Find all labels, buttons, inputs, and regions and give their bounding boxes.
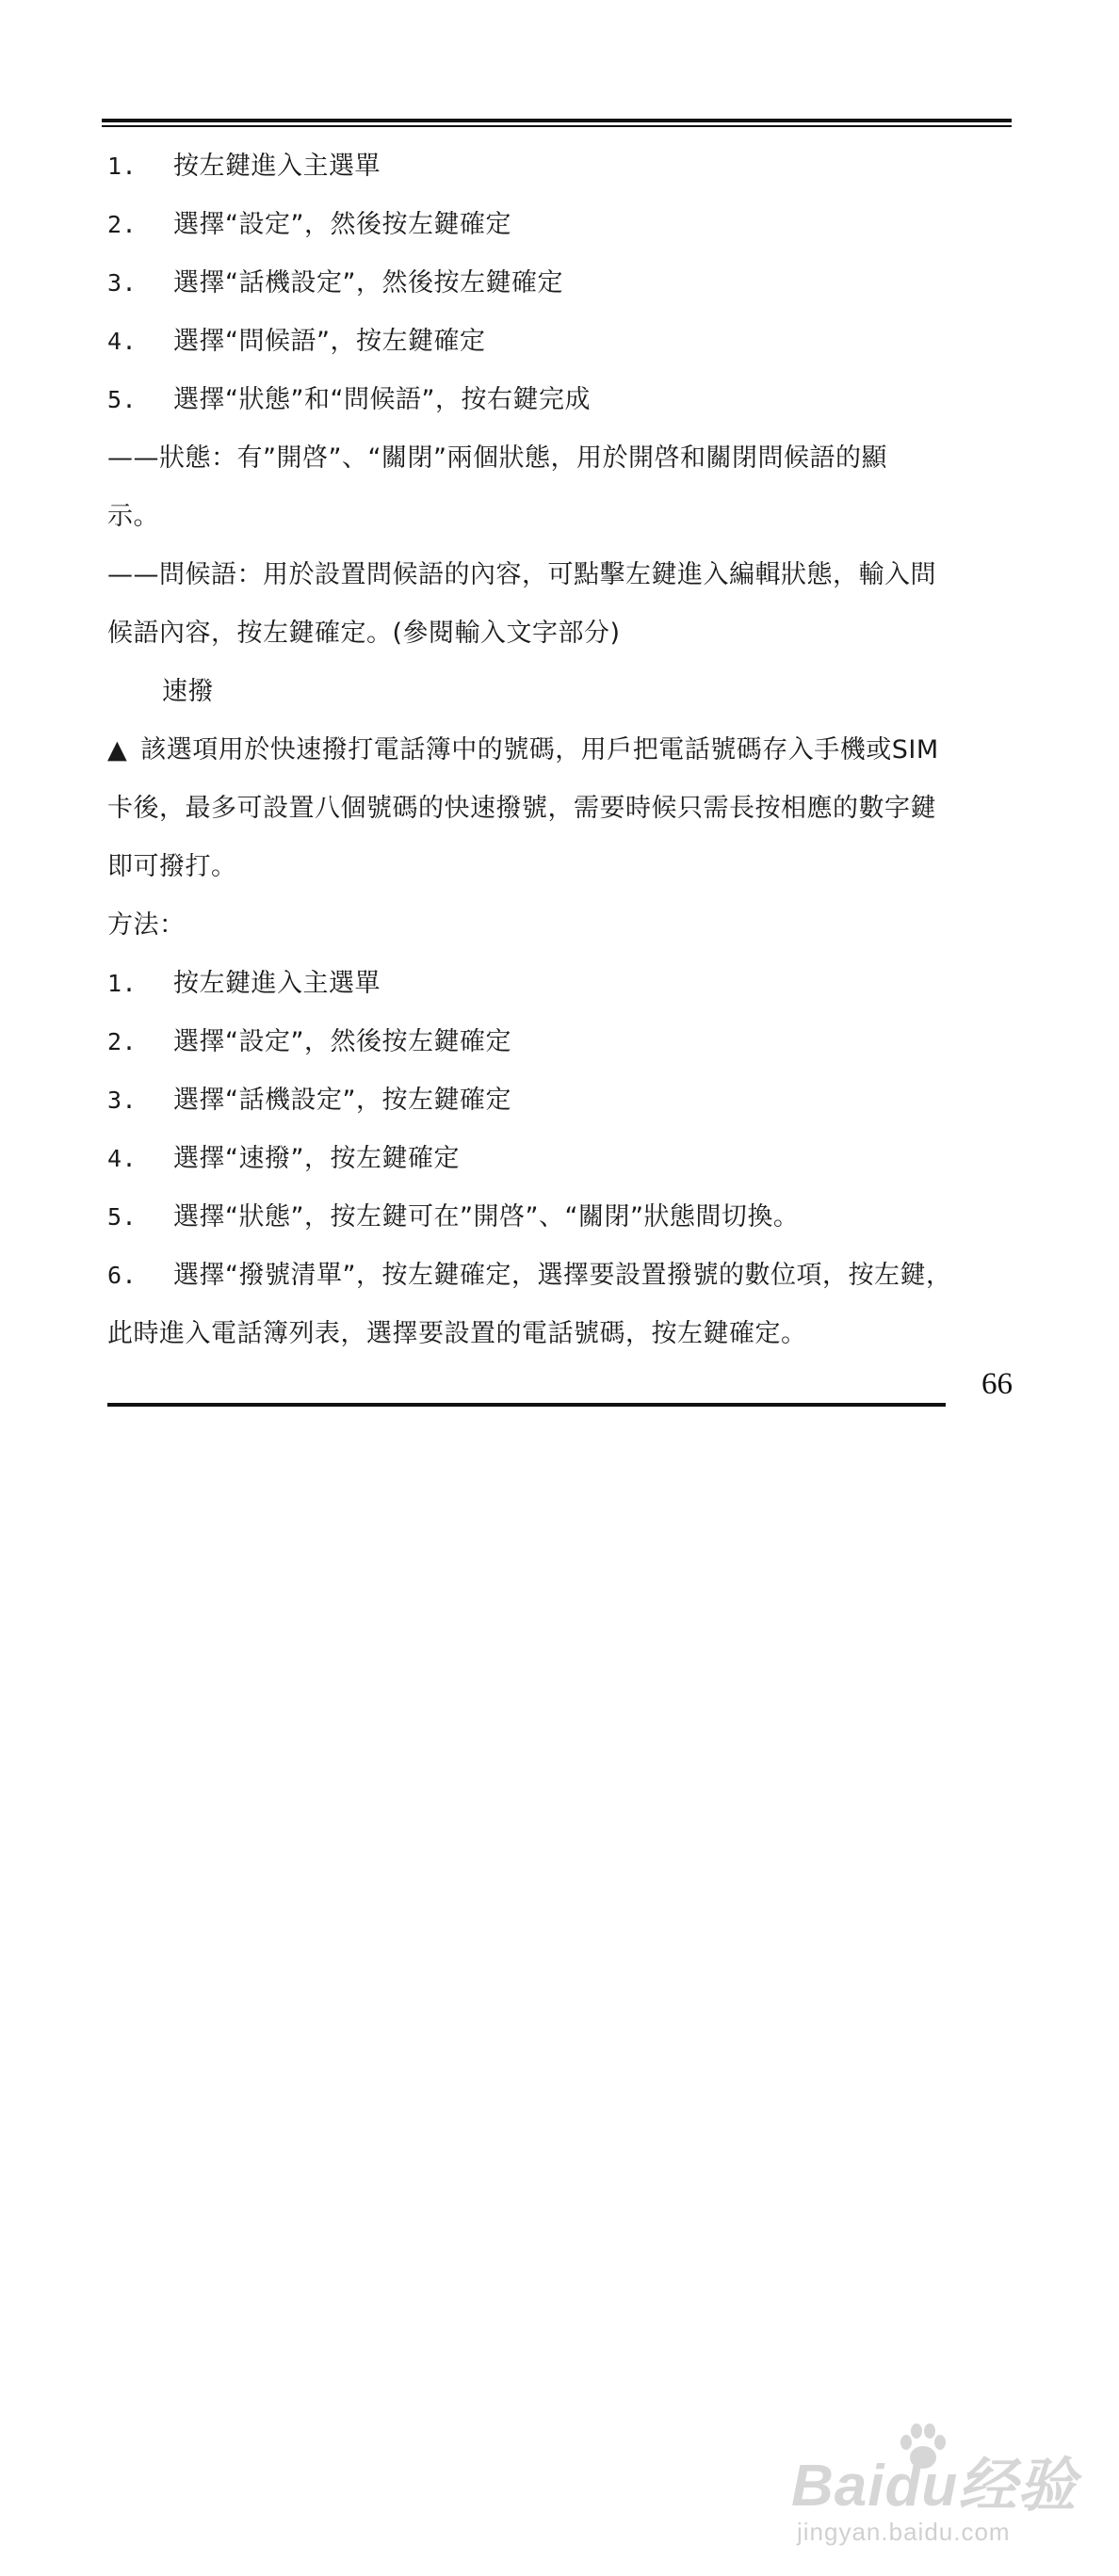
step-text: 選擇“設定”，然後按左鍵確定 <box>173 210 511 239</box>
list-item <box>107 371 1017 429</box>
step-number: 4. <box>107 328 138 355</box>
list-item <box>107 955 1017 1013</box>
note-status-line1: ——狀態：有”開啓”、“關閉”兩個狀態，用於開啓和關閉問候語的顯 <box>107 443 887 473</box>
description-line1 <box>107 721 1017 780</box>
step-number: 6. <box>107 1262 138 1289</box>
list-item <box>107 313 1017 371</box>
list-item <box>107 254 1017 313</box>
baidu-watermark <box>791 2420 1102 2552</box>
section-heading: 速撥 <box>162 677 214 706</box>
step-text: 選擇“話機設定”，然後按左鍵確定 <box>173 268 563 298</box>
list-item <box>107 1071 1017 1130</box>
step-text: 按左鍵進入主選單 <box>173 969 381 998</box>
bottom-rule <box>107 1403 946 1407</box>
step-text: 選擇“問候語”，按左鍵確定 <box>173 327 486 356</box>
document-body <box>107 137 1017 1363</box>
description-line3: 即可撥打。 <box>107 852 237 881</box>
top-rule <box>102 119 1012 122</box>
step-number: 5. <box>107 1203 138 1231</box>
step-text: 選擇“速撥”，按左鍵確定 <box>173 1144 460 1173</box>
list-item <box>107 1013 1017 1071</box>
page-number: 66 <box>981 1367 1013 1401</box>
step-number: 3. <box>107 269 138 297</box>
list-item <box>107 196 1017 254</box>
step-number: 4. <box>107 1145 138 1172</box>
note-greeting-line1: ——問候語：用於設置問候語的內容，可點擊左鍵進入編輯狀態，輸入問 <box>107 560 936 589</box>
step-number: 2. <box>107 211 138 238</box>
step-6-continuation: 此時進入電話簿列表，選擇要設置的電話號碼，按左鍵確定。 <box>107 1319 807 1348</box>
description-line2: 卡後，最多可設置八個號碼的快速撥號，需要時候只需長按相應的數字鍵 <box>107 794 936 823</box>
step-number: 2. <box>107 1028 138 1055</box>
list-item <box>107 1188 1017 1247</box>
step-text: 按左鍵進入主選單 <box>173 152 381 181</box>
description-text: 該選項用於快速撥打電話簿中的號碼，用戶把電話號碼存入手機或SIM <box>140 735 939 765</box>
step-text: 選擇“狀態”，按左鍵可在”開啓”、“關閉”狀態間切換。 <box>173 1202 800 1232</box>
list-item <box>107 137 1017 196</box>
step-number: 1. <box>107 970 138 997</box>
note-greeting-line2: 候語內容，按左鍵確定。(參閱輸入文字部分) <box>107 619 621 648</box>
step-text: 選擇“撥號清單”，按左鍵確定，選擇要設置撥號的數位項，按左鍵， <box>173 1261 952 1290</box>
list-item <box>107 1247 1017 1305</box>
watermark-logo: Baidu经验 <box>791 2454 1078 2519</box>
step-text: 選擇“設定”，然後按左鍵確定 <box>173 1027 511 1056</box>
watermark-url: jingyan.baidu.com <box>797 2518 1011 2546</box>
note-status-line2: 示。 <box>107 502 159 531</box>
step-text: 選擇“話機設定”，按左鍵確定 <box>173 1086 511 1115</box>
step-number: 5. <box>107 386 138 413</box>
step-number: 1. <box>107 153 138 180</box>
step-text: 選擇“狀態”和“問候語”，按右鍵完成 <box>173 385 591 414</box>
method-label: 方法： <box>107 910 186 940</box>
list-item <box>107 1130 1017 1188</box>
step-number: 3. <box>107 1087 138 1114</box>
triangle-bullet-icon: ▲ <box>107 735 128 765</box>
